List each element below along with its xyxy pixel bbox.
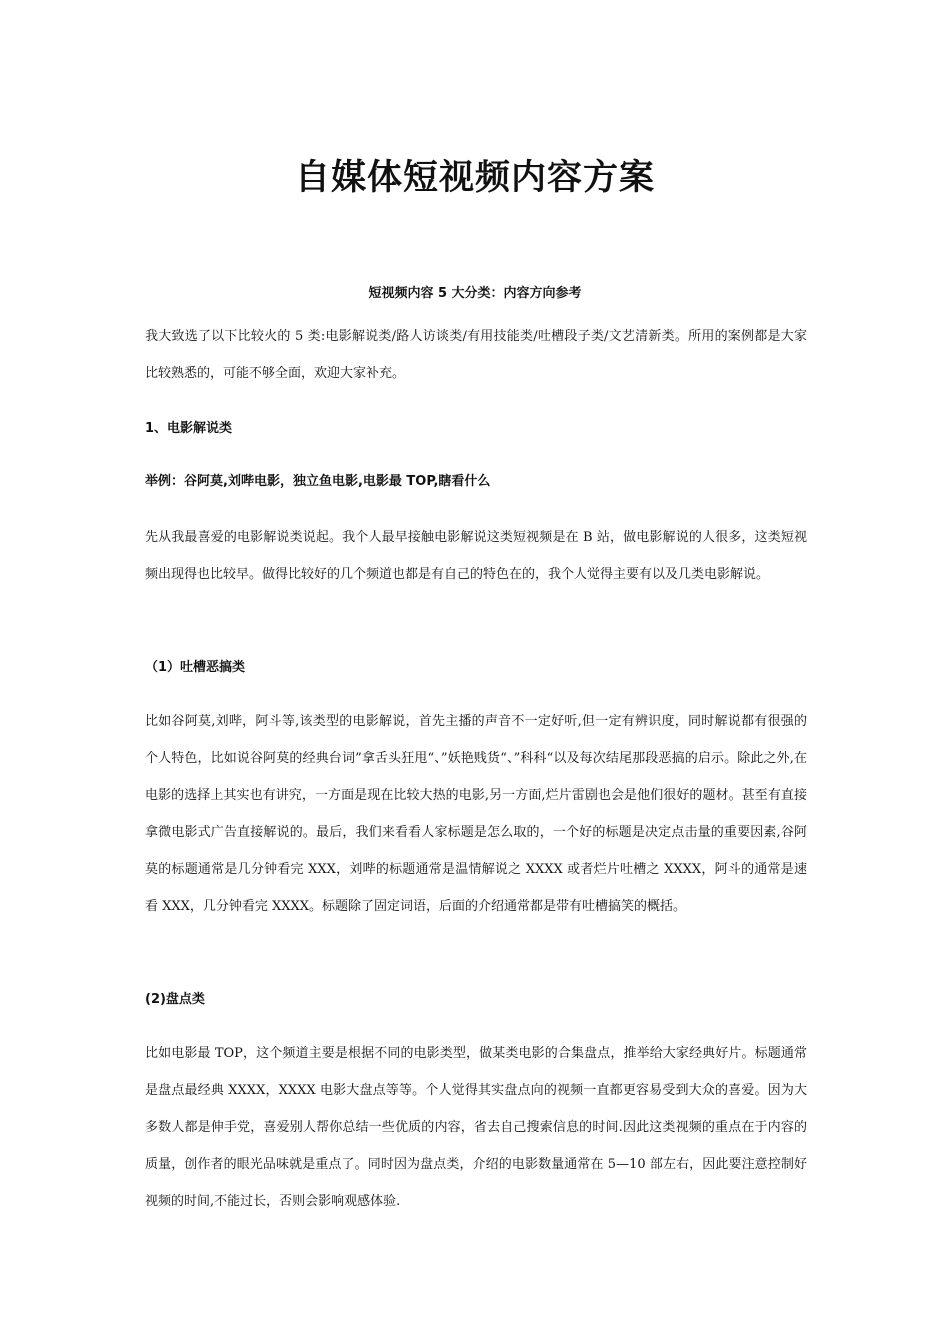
sub1-heading-block: [145, 658, 807, 678]
intro-block: [145, 318, 807, 392]
section1-example-block: [145, 472, 807, 492]
section1-heading-block: [145, 419, 807, 439]
section1-heading: 1、电影解说类: [145, 421, 233, 436]
document-title: 自媒体短视频内容方案: [294, 157, 655, 198]
sub2-heading: (2)盘点类: [145, 992, 205, 1007]
section1-example: 举例：谷阿莫,刘哔电影，独立鱼电影,电影最 TOP,瞎看什么: [145, 474, 491, 489]
section1-body-block: [145, 519, 807, 593]
document-subtitle: 短视频内容 5 大分类：内容方向参考: [368, 286, 582, 301]
section1-body: 先从我最喜爱的电影解说类说起。我个人最早接触电影解说这类短视频是在 B 站，做电影解说的人很多，这类短视频出现得也比较早。做得比较好的几个频道也都是有自己的特色在的，我个人觉得主要有以及几类电影解说。: [145, 530, 807, 582]
sub1-heading: （1）吐槽恶搞类: [145, 660, 246, 675]
sub2-body-block: [145, 1035, 807, 1220]
sub1-body-block: [145, 703, 807, 925]
intro-paragraph: 我大致选了以下比较火的 5 类:电影解说类/路人访谈类/有用技能类/吐槽段子类/文艺清新类。所用的案例都是大家比较熟悉的，可能不够全面，欢迎大家补充。: [145, 329, 807, 381]
sub2-body: 比如电影最 TOP，这个频道主要是根据不同的电影类型，做某类电影的合集盘点，推举给大家经典好片。标题通常是盘点最经典 XXXX，XXXX 电影大盘点等等。个人觉得其实盘点向的视频一直都更容易受到大众的喜爱。因为大多数人都是伸手党，喜爱别人帮你总结一些优质的内容，省去自己搜索信息的时间.因此这类视频的重点在于内容的质量，创作者的眼光品味就是重点了。同时因为盘点类，介绍的电影数量通常在 5—10 部左右，因此要注意控制好视频的时间,不能过长，否则会影响观感体验.: [145, 1046, 807, 1209]
sub2-heading-block: [145, 990, 807, 1010]
sub1-body: 比如谷阿莫,刘哔，阿斗等,该类型的电影解说，首先主播的声音不一定好听,但一定有辨识度，同时解说都有很强的个人特色，比如说谷阿莫的经典台词”拿舌头狂甩“、”妖艳贱货“、”科科“以及每次结尾那段恶搞的启示。除此之外,在电影的选择上其实也有讲究，一方面是现在比较大热的电影,另一方面,烂片雷剧也会是他们很好的题材。甚至有直接拿微电影式广告直接解说的。最后，我们来看看人家标题是怎么取的，一个好的标题是决定点击量的重要因素,谷阿莫的标题通常是几分钟看完 XXX，刘哔的标题通常是温情解说之 XXXX 或者烂片吐槽之 XXXX，阿斗的通常是速看 XXX，几分钟看完 XXXX。标题除了固定词语，后面的介绍通常都是带有吐槽搞笑的概括。: [145, 714, 807, 914]
